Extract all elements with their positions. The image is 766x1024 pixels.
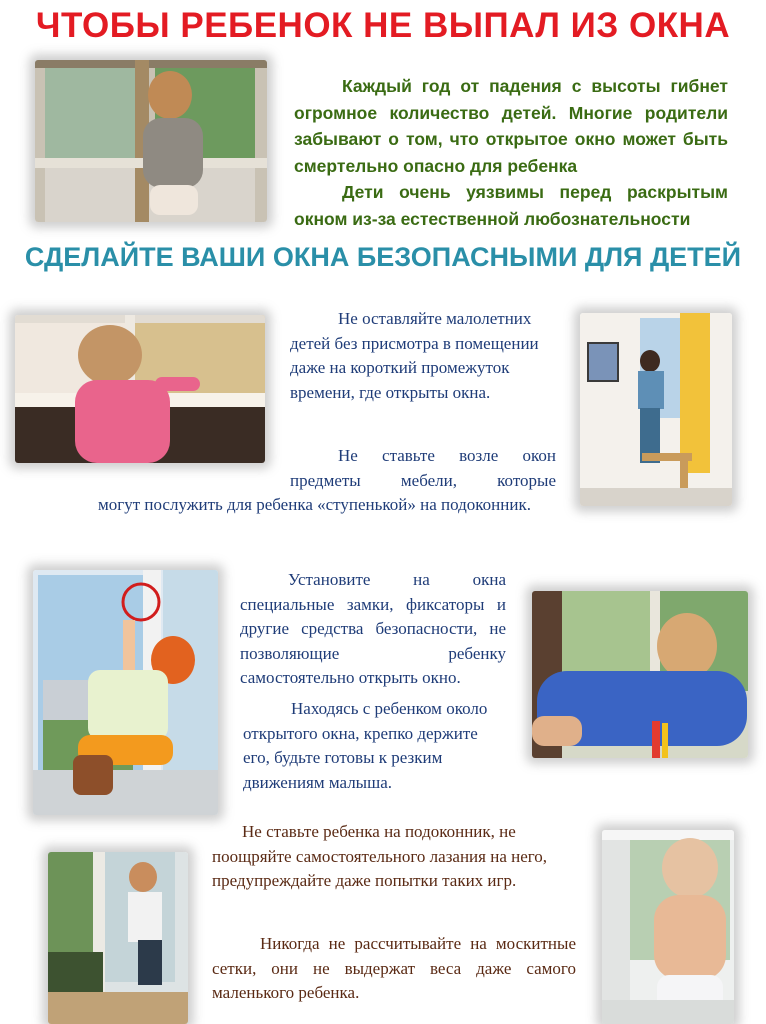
photo-child-climbing-window	[48, 852, 188, 1024]
tip-furniture-line1: Не ставьте возле окон предметы мебели, которые	[290, 446, 556, 490]
photo-girl-at-window	[15, 315, 265, 463]
photo-child-climbing	[580, 313, 732, 506]
tip-window-locks	[240, 568, 506, 691]
tip-window-locks-text: Установите на окна специальные замки, фиксаторы и другие средства безопасности, не позволяющие ребенку самостоятельно открыть окно.	[240, 570, 506, 687]
intro-paragraph-1: Каждый год от падения с высоты гибнет огромное количество детей. Многие родители забывают о том, что открытое окно может быть смертельно опасно для ребенка	[294, 76, 728, 176]
tip-hold-child	[243, 697, 493, 795]
tip-furniture	[98, 444, 556, 518]
tip-supervision	[290, 307, 552, 405]
section-subtitle: СДЕЛАЙТЕ ВАШИ ОКНА БЕЗОПАСНЫМИ ДЛЯ ДЕТЕЙ	[24, 242, 742, 272]
tip-furniture-line2: могут послужить для ребенка «ступенькой» на подоконник.	[98, 495, 531, 514]
intro-text	[294, 73, 728, 232]
page-title: ЧТОБЫ РЕБЕНОК НЕ ВЫПАЛ ИЗ ОКНА	[35, 6, 731, 45]
tip-windowsill	[212, 820, 564, 894]
tip-mosquito-nets-text: Никогда не рассчитывайте на москитные сетки, они не выдержат веса даже самого маленького ребенка.	[212, 934, 576, 1002]
photo-illustration-window-lock	[33, 570, 218, 815]
photo-child-blue-sweater	[532, 591, 748, 758]
photo-child-at-window	[35, 60, 267, 222]
tip-mosquito-nets	[212, 932, 576, 1006]
photo-baby-at-window	[602, 830, 734, 1024]
tip-hold-child-text: Находясь с ребенком около открытого окна, крепко держите его, будьте готовы к резким движениям малыша.	[243, 699, 488, 792]
intro-paragraph-2: Дети очень уязвимы перед раскрытым окном из-за естественной любознательности	[294, 182, 728, 229]
tip-supervision-text: Не оставляйте малолетних детей без присмотра в помещении даже на короткий промежуток времени, где открыты окна.	[290, 309, 539, 402]
tip-windowsill-text: Не ставьте ребенка на подоконник, не поощряйте самостоятельного лазания на него, предупреждайте даже попытки таких игр.	[212, 822, 548, 890]
